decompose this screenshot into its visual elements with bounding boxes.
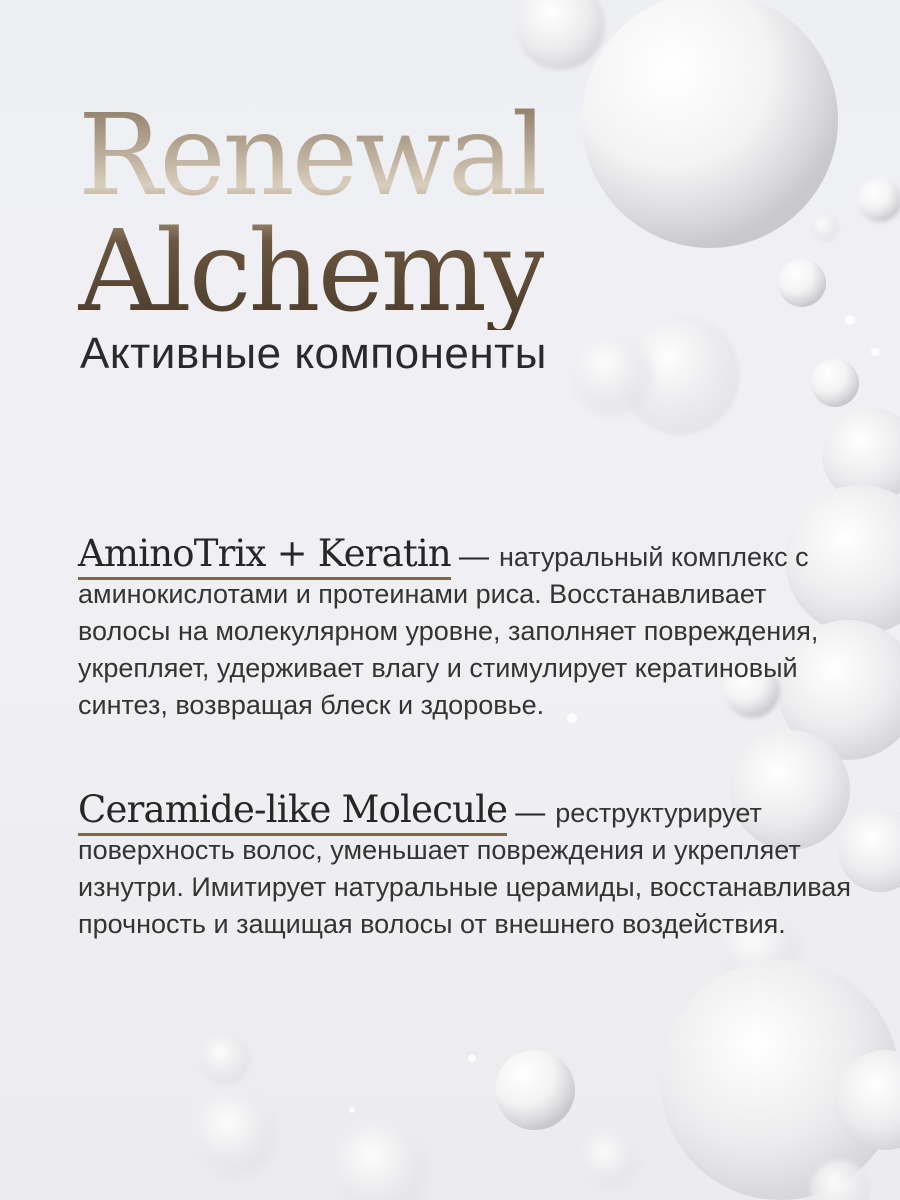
ingredient-name: Ceramide-like Molecule bbox=[78, 788, 507, 836]
title-line-1: Renewal bbox=[78, 91, 545, 221]
page-subtitle: Активные компоненты bbox=[80, 329, 547, 378]
ingredient-dash: — bbox=[458, 540, 489, 573]
ingredient-ceramide bbox=[78, 788, 858, 943]
ingredient-name: AminoTrix + Keratin bbox=[78, 532, 451, 580]
ingredient-dash: — bbox=[515, 796, 546, 829]
title-line-2: Alchemy bbox=[78, 207, 545, 337]
page-title bbox=[78, 91, 545, 337]
ingredient-description: реструктурирует поверхность волос, уменьшает повреждения и укрепляет изнутри. Имитирует натуральные церамиды, восстанавливая прочность и защищая волосы от внешнего воздействия. bbox=[78, 798, 851, 939]
ingredient-description: натуральный комплекс с аминокислотами и протеинами риса. Восстанавливает волосы на молекулярном уровне, заполняет повреждения, укрепляет, удерживает влагу и стимулирует кератиновый синтез, возвращая блеск и здоровье. bbox=[78, 542, 819, 720]
ingredient-aminotrix bbox=[78, 532, 858, 724]
